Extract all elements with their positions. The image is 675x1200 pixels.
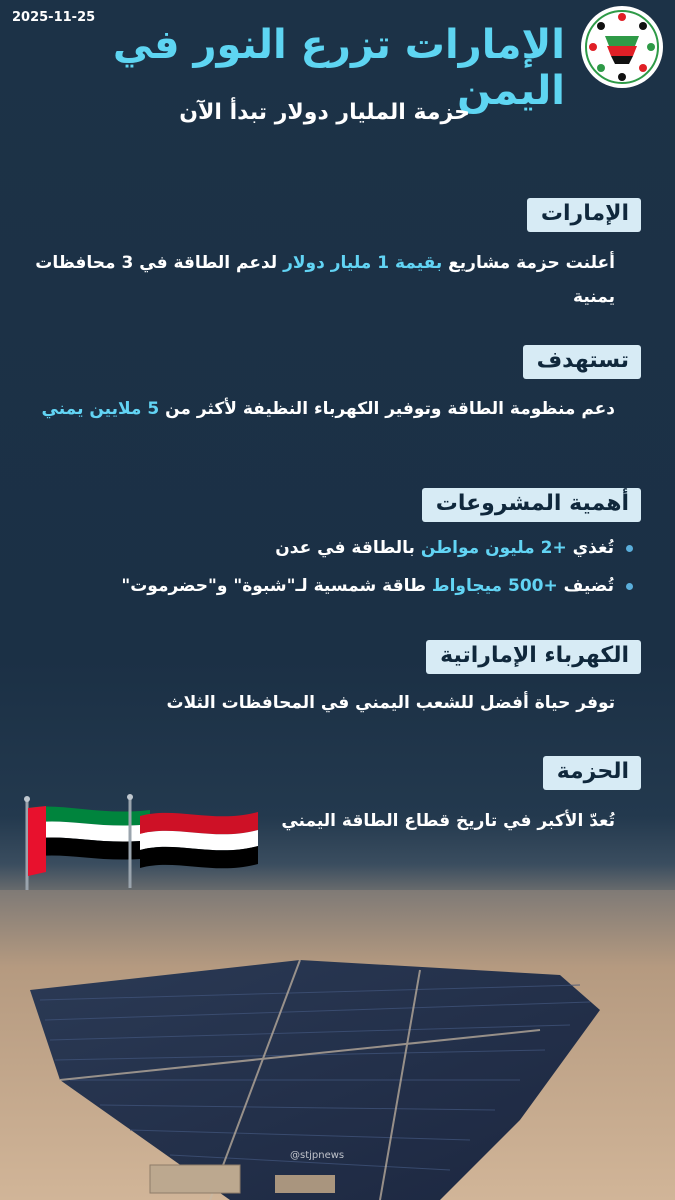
bullet-icon: [626, 583, 633, 590]
solar-farm-scene: [0, 780, 675, 1200]
watermark: @stjpnews: [290, 1150, 345, 1161]
solar-farm-illustration: [0, 780, 675, 1200]
date-label: 2025-11-25: [12, 10, 96, 25]
section-text-emirates: أعلنت حزمة مشاريع بقيمة 1 مليار دولار لدعم الطاقة في 3 محافظات يمنية: [35, 253, 615, 307]
list-item: تُضيف +500 ميجاواط طاقة شمسية لـ"شبوة" و"حضرموت": [33, 576, 633, 596]
section-heading-package: الحزمة: [543, 756, 641, 790]
section-heading-emirates: الإمارات: [527, 198, 641, 232]
page-title: الإمارات تزرع النور في اليمن: [112, 22, 565, 114]
section-text-package: تُعدّ الأكبر في تاريخ قطاع الطاقة اليمني: [281, 811, 615, 831]
section-heading-targets: تستهدف: [523, 345, 641, 379]
uae-yemen-hands-emblem-icon: [581, 6, 663, 88]
yemen-flag-icon: [127, 794, 258, 888]
highlight-value: بقيمة 1 مليار دولار: [283, 253, 443, 273]
section-heading-importance: أهمية المشروعات: [422, 488, 641, 522]
bullet-icon: [626, 545, 633, 552]
section-text-targets: دعم منظومة الطاقة وتوفير الكهرباء النظيفة لأكثر من 5 ملايين يمني: [41, 399, 615, 419]
section-heading-electricity: الكهرباء الإماراتية: [426, 640, 641, 674]
section-text-electricity: توفر حياة أفضل للشعب اليمني في المحافظات الثلاث: [166, 693, 615, 713]
list-item: تُغذي +2 مليون مواطن بالطاقة في عدن: [33, 538, 633, 558]
logo: [581, 6, 663, 88]
highlight-value: 5 ملايين يمني: [41, 399, 160, 419]
page-subtitle: حزمة المليار دولار تبدأ الآن: [179, 100, 470, 125]
